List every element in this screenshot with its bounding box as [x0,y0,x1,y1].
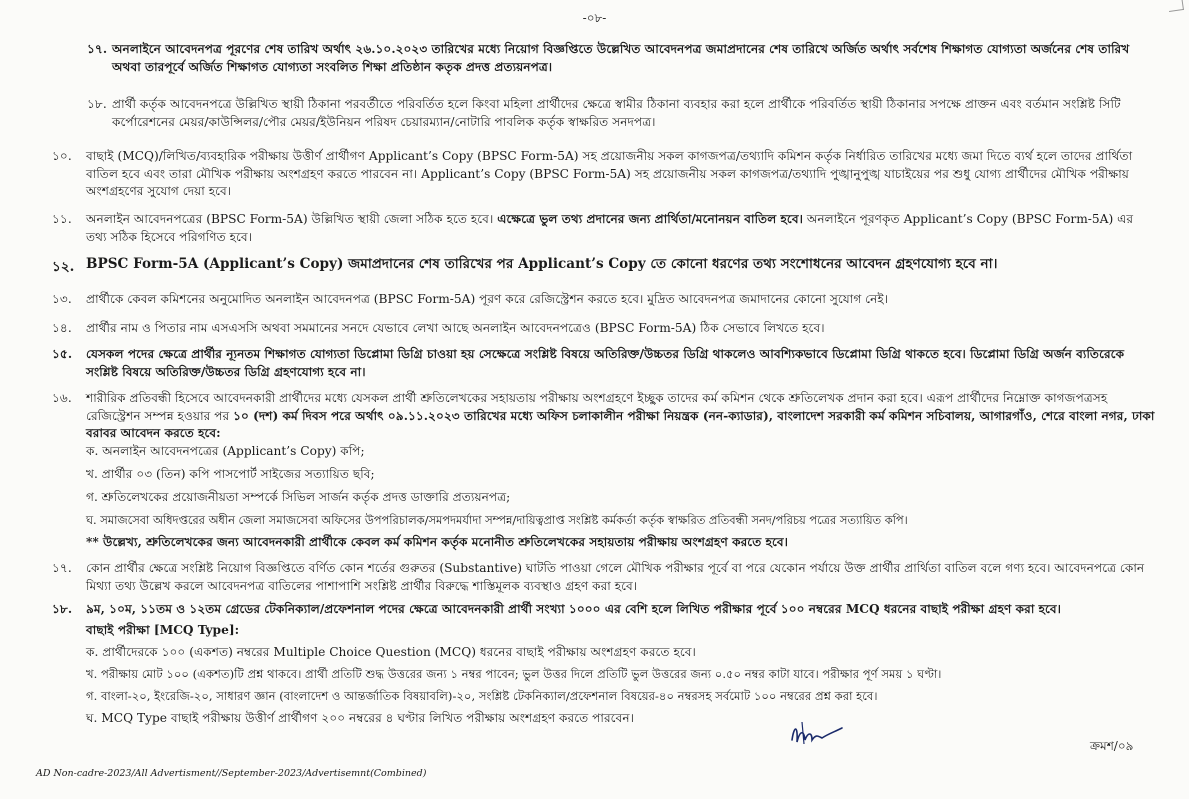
clause-text: প্রার্থীকে কেবল কমিশনের অনুমোদিত অনলাইন আবেদনপত্র (BPSC Form-5A) পূরণ করে রেজিস্ট্রেশন করতে হবে। মুদ্রিত আবেদনপত্র জমাদানের কোনো সুযোগ নেই। [86,292,889,306]
clause-text: প্রার্থীর নাম ও পিতার নাম এসএসসি অথবা সমমানের সনদে যেভাবে লেখা আছে অনলাইন আবেদনপত্রেও (BPSC Form-5A) ঠিক সেভাবে লিখতে হবে। [86,321,825,335]
list-item: গ. শ্রুতিলেখকের প্রয়োজনীয়তা সম্পর্কে সিভিল সার্জন কর্তৃক প্রদত্ত ডাক্তারি প্রত্যয়নপত্র; [86,490,511,504]
clause-number: ১৮. [52,602,73,616]
clause-number: ১৪. [52,321,72,335]
clause-text: অনলাইন আবেদনপত্রের (BPSC Form-5A) উল্লিখিত স্থায়ী জেলা সঠিক হতে হবে। এক্ষেত্রে ভুল তথ্য প্রদানের জন্য প্রার্থিতা/মনোনয়ন বাতিল হবে। অনলাইনে পূরণকৃত Applicant’s Copy (BPSC Form-5A) এর তথ্য সঠিক হিসেবে পরিগণিত হবে। [86,212,1134,244]
clause-text: বাছাই (MCQ)/লিখিত/ব্যবহারিক পরীক্ষায় উত্তীর্ণ প্রার্থীগণ Applicant’s Copy (BPSC Form-5A) সহ প্রয়োজনীয় সকল কাগজপত্র/তথ্যাদি কমিশন কর্তৃক নির্ধারিত তারিখের মধ্যে জমা দিতে ব্যর্থ হলে তাদের প্রার্থিতা বাতিল হবে এবং তারা মৌখিক পরীক্ষায় অংশগ্রহণ করতে পারবেন না। Applicant’s Copy (BPSC Form-5A) সহ প্রয়োজনীয় সকল কাগজপত্র/তথ্যাদি পুঙ্খানুপুঙ্খ যাচাইয়ের পর শুধু যোগ্য প্রার্থীদের মৌখিক পরীক্ষায় অংশগ্রহণের সুযোগ দেয়া হবে। [86,149,1133,198]
clause-number: ১৬. [52,391,72,405]
list-item: ক. অনলাইন আবেদনপত্রের (Applicant’s Copy) কপি; [86,444,365,458]
list-item: ঘ. সমাজসেবা অধিদপ্তরের অধীন জেলা সমাজসেবা অফিসের উপপরিচালক/সমপদমর্যাদা সম্পন্ন/দায়িত্বপ্রাপ্ত সংশ্লিষ্ট কর্মকর্তা কর্তৃক স্বাক্ষরিত প্রতিবন্ধী সনদ/পরিচয় পত্রের সত্যায়িত কপি। [86,513,908,527]
clause-text: শারীরিক প্রতিবন্ধী হিসেবে আবেদনকারী প্রার্থীদের মধ্যে যেসকল প্রার্থী শ্রুতিলেখকের সহায়তায় পরীক্ষায় অংশগ্রহণে ইচ্ছুক তাদের কর্ম কমিশন থেকে শ্রুতিলেখক প্রদান করা হবে। এরূপ প্রার্থীদের নিম্নোক্ত কাগজপত্রসহ রেজিস্ট্রেশন সম্পন্ন হওয়ার পর ১০ (দশ) কর্ম দিবস পরে অর্থাৎ ০৯.১১.২০২৩ তারিখের মধ্যে অফিস চলাকালীন পরীক্ষা নিয়ন্ত্রক (নন-ক্যাডার), বাংলাদেশ সরকারী কর্ম কমিশন সচিবালয়, আগারগাঁও, শেরে বাংলা নগর, ঢাকা বরাবর আবেদন করতে হবে: [86,391,1155,440]
clause-text: প্রার্থী কর্তৃক আবেদনপত্রে উল্লিখিত স্থায়ী ঠিকানা পরবর্তীতে পরিবর্তিত হলে কিংবা মহিলা প্রার্থীদের ক্ষেত্রে স্বামীর ঠিকানা ব্যবহার করা হলে প্রার্থীকে পরিবর্তিত স্থায়ী ঠিকানার সপক্ষে প্রাক্তন এবং বর্তমান সংশ্লিষ্ট সিটি কর্পোরেশনের মেয়র/কাউন্সিলর/পৌর মেয়র/ইউনিয়ন পরিষদ চেয়ারম্যান/নোটারি পাবলিক কর্তৃক স্বাক্ষরিত সনদপত্র। [112,97,1121,129]
clause-number: ১০. [52,149,72,163]
list-item: খ. পরীক্ষায় মোট ১০০ (একশত)টি প্রশ্ন থাকবে। প্রার্থী প্রতিটি শুদ্ধ উত্তরের জন্য ১ নম্বর পাবেন; ভুল উত্তর দিলে প্রতিটি ভুল উত্তরের জন্য ০.৫০ নম্বর কাটা যাবে। পরীক্ষার পূর্ণ সময় ১ ঘণ্টা। [86,667,942,681]
clause-number: ১১. [52,212,72,226]
signature-scribble [788,716,848,748]
page-fold-mark [1167,0,1184,12]
clause-number: ১২. [52,259,75,275]
list-item: ঘ. MCQ Type বাছাই পরীক্ষায় উত্তীর্ণ প্রার্থীগণ ২০০ নম্বরের ৪ ঘণ্টার লিখিত পরীক্ষায় অংশগ্রহণ করতে পারবেন। [86,711,634,725]
clause-text: অনলাইনে আবেদনপত্র পূরণের শেষ তারিখ অর্থাৎ ২৬.১০.২০২৩ তারিখের মধ্যে নিয়োগ বিজ্ঞপ্তিতে উল্লেখিত আবেদনপত্র জমাপ্রদানের শেষ তারিখে অর্জিত অর্থাৎ সর্বশেষ শিক্ষাগত যোগ্যতা অর্জনের শেষ তারিখ অথবা তারপূর্বে অর্জিত শিক্ষাগত যোগ্যতা সংবলিত শিক্ষা প্রতিষ্ঠান কতৃক প্রদত্ত প্রত্যয়নপত্র। [112,42,1130,74]
clause-number: ১৭. [52,561,72,575]
clause-text: যেসকল পদের ক্ষেত্রে প্রার্থীর ন্যূনতম শিক্ষাগত যোগ্যতা ডিপ্লোমা ডিগ্রি চাওয়া হয় সেক্ষেত্রে সংশ্লিষ্ট বিষয়ে অতিরিক্ত/উচ্চতর ডিগ্রি থাকলেও আবশ্যিকভাবে ডিপ্লোমা ডিগ্রি থাকতে হবে। ডিপ্লোমা ডিগ্রি অর্জন ব্যতিরেকে সংশ্লিষ্ট বিষয়ে অতিরিক্ত/উচ্চতর ডিগ্রি গ্রহণযোগ্য হবে না। [86,347,1125,379]
clause-number: ১৩. [52,292,72,306]
clause-text: ৯ম, ১০ম, ১১তম ও ১২তম গ্রেডের টেকনিক্যাল/প্রফেশনাল পদের ক্ষেত্রে আবেদনকারী প্রার্থী সংখ্যা ১০০০ এর বেশি হলে লিখিত পরীক্ষার পূর্বে ১০০ নম্বরের MCQ ধরনের বাছাই পরীক্ষা গ্রহণ করা হবে। [86,602,1062,616]
list-item: গ. বাংলা-২০, ইংরেজি-২০, সাধারণ জ্ঞান (বাংলাদেশ ও আন্তর্জাতিক বিষয়াবলি)-২০, সংশ্লিষ্ট টেকনিক্যাল/প্রফেশনাল বিষয়ের-৪০ নম্বরসহ সর্বমোট ১০০ নম্বরের প্রশ্ন করা হবে। [86,689,878,703]
page-number: -০৮- [582,11,607,25]
list-item: ক. প্রার্থীদেরকে ১০০ (একশত) নম্বরের Multiple Choice Question (MCQ) ধরনের বাছাই পরীক্ষায় অংশগ্রহণ করতে হবে। [86,645,696,659]
clause-number: ১৮. [87,97,107,111]
clause-number: ১৫. [52,347,73,361]
continued-marker: ক্রমশ/০৯ [1090,739,1134,753]
clause-note: ** উল্লেখ্য, শ্রুতিলেখকের জন্য আবেদনকারী প্রার্থীকে কেবল কর্ম কমিশন কর্তৃক মনোনীত শ্রুতিলেখকের সহায়তায় পরীক্ষায় অংশগ্রহণ করতে হবে। [86,535,789,549]
clause-text: BPSC Form-5A (Applicant’s Copy) জমাপ্রদানের শেষ তারিখের পর Applicant’s Copy তে কোনো ধরণের তথ্য সংশোধনের আবেদন গ্রহণযোগ্য হবে না। [86,256,998,272]
footer-reference: AD Non-cadre-2023/All Advertisment//September-2023/Advertisemnt(Combined) [36,768,427,779]
list-item: খ. প্রার্থীর ০৩ (তিন) কপি পাসপোর্ট সাইজের সত্যায়িত ছবি; [86,467,375,481]
clause-text: কোন প্রার্থীর ক্ষেত্রে সংশ্লিষ্ট নিয়োগ বিজ্ঞপ্তিতে বর্ণিত কোন শর্তের গুরুতর (Substantive) ঘাটতি পাওয়া গেলে মৌখিক পরীক্ষার পূর্বে বা পরে যেকোন পর্যায়ে উক্ত প্রার্থীর প্রার্থিতা বাতিল বলে গণ্য হবে। আবেদনপত্রে কোন মিথ্যা তথ্য উল্লেখ করলে আবেদনপত্র বাতিলের পাশাপাশি সংশ্লিষ্ট প্রার্থীর বিরুদ্ধে শাস্তিমূলক ব্যবস্থাও গ্রহণ করা হবে। [86,561,1145,593]
section-heading: বাছাই পরীক্ষা [MCQ Type]: [86,623,240,637]
clause-number: ১৭. [87,42,108,56]
